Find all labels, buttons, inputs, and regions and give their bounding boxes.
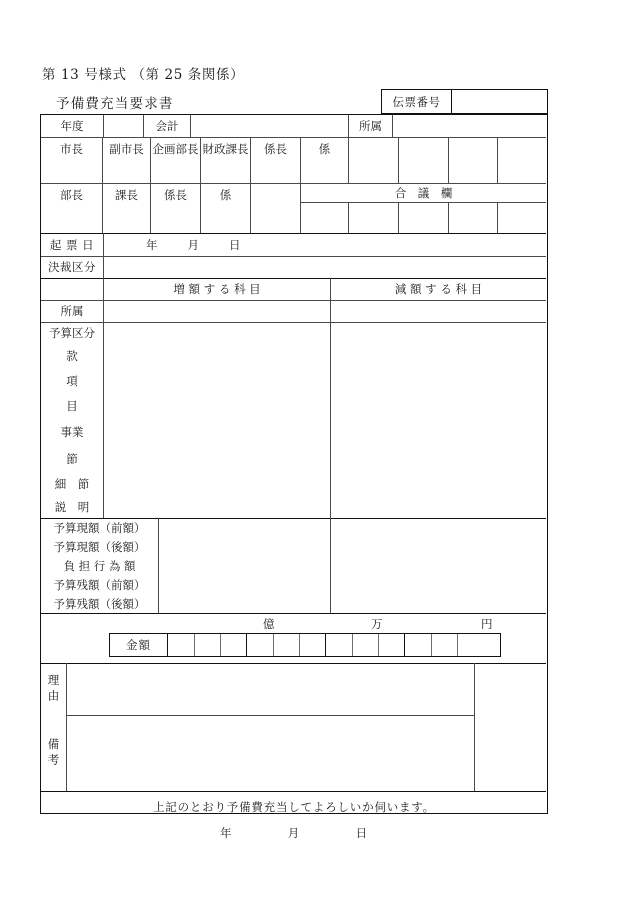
- budget-header-spacer: [41, 278, 104, 300]
- consultation-cell-3[interactable]: [399, 202, 449, 233]
- digit-cell[interactable]: [247, 634, 273, 656]
- amount-entry-box: [109, 633, 501, 657]
- account-label: 会計: [144, 115, 191, 137]
- remarks-label: [41, 715, 67, 791]
- digit-cell[interactable]: [405, 634, 431, 656]
- approval2-cell-department-head[interactable]: 部長: [41, 183, 103, 233]
- fiscal-year-label: 年度: [41, 115, 104, 137]
- slip-number-label: 伝票番号: [382, 90, 452, 113]
- reason-label: [41, 663, 67, 715]
- digit-group-yen: [404, 634, 483, 656]
- slip-number-input[interactable]: [452, 90, 547, 113]
- amount-increase-area[interactable]: [159, 518, 331, 613]
- form-frame: [40, 114, 548, 840]
- draft-date-input[interactable]: [104, 233, 546, 256]
- footer-day: 日: [355, 826, 369, 840]
- reason-label-text: 理由: [46, 673, 61, 705]
- approval-cell-section-chief[interactable]: 係長: [251, 137, 301, 183]
- reason-side-input[interactable]: [475, 663, 546, 715]
- amount-row-label-balance-before: 予算残額（前額）: [41, 575, 159, 594]
- footer-date-line: [41, 825, 547, 841]
- approval-cell-staff[interactable]: 係: [301, 137, 349, 183]
- approval-cell-mayor[interactable]: 市長: [41, 137, 103, 183]
- consultation-cell-2[interactable]: [349, 202, 399, 233]
- unit-man: 万: [371, 617, 383, 631]
- budget-row-label-description: 説 明: [41, 495, 104, 518]
- account-input[interactable]: [191, 115, 349, 137]
- budget-row-label-classification: 予算区分: [41, 322, 104, 343]
- approval2-cell-division-head[interactable]: 課長: [103, 183, 151, 233]
- amount-entry-label: 金額: [110, 634, 168, 656]
- approval-cell-blank-4[interactable]: [498, 137, 546, 183]
- footer-month: 月: [287, 826, 301, 840]
- decrease-column-header: 減 額 す る 科 目: [394, 282, 483, 296]
- approval-cell-blank-2[interactable]: [399, 137, 449, 183]
- budget-row-label-sub-setsu: 細 節: [41, 472, 104, 495]
- amount-row-label-balance-after: 予算残額（後額）: [41, 594, 159, 613]
- draft-date-month: 月: [187, 237, 199, 252]
- budget-row-decrease-affiliation[interactable]: [331, 300, 546, 322]
- digit-cell[interactable]: [220, 634, 246, 656]
- fiscal-year-input[interactable]: [104, 115, 144, 137]
- draft-date-day: 日: [229, 237, 241, 252]
- digit-group-oku: [168, 634, 246, 656]
- budget-row-label-affiliation: 所属: [41, 300, 104, 322]
- draft-date-label: 起 票 日: [41, 233, 104, 256]
- budget-row-increase-affiliation[interactable]: [104, 300, 331, 322]
- footer-statement: 上記のとおり予備費充当してよろしいか伺います。: [153, 800, 435, 814]
- digit-cell[interactable]: [378, 634, 404, 656]
- amount-row-label-obligation: 負 担 行 為 額: [41, 556, 159, 575]
- consultation-cell-1[interactable]: [301, 202, 349, 233]
- remarks-label-text: 備考: [46, 737, 61, 769]
- decision-class-label: 決裁区分: [41, 256, 104, 278]
- form-number-heading: 第 13 号様式 （第 25 条関係）: [42, 67, 245, 83]
- digit-cell[interactable]: [194, 634, 220, 656]
- increase-column-header: 増 額 す る 科 目: [104, 278, 331, 300]
- digit-cell[interactable]: [168, 634, 194, 656]
- digit-cell[interactable]: [299, 634, 325, 656]
- remarks-input[interactable]: [67, 715, 475, 791]
- consultation-cell-4[interactable]: [449, 202, 498, 233]
- unit-oku: 億: [263, 617, 275, 631]
- digit-cell[interactable]: [352, 634, 378, 656]
- budget-row-label-ko: 項: [41, 368, 104, 393]
- digit-cell[interactable]: [273, 634, 299, 656]
- approval-cell-blank-3[interactable]: [449, 137, 498, 183]
- digit-group-senman: [246, 634, 325, 656]
- unit-yen: 円: [481, 617, 493, 631]
- consultation-header: 合 議 欄: [394, 185, 453, 200]
- digit-cell[interactable]: [457, 634, 483, 656]
- slip-number-box: [381, 89, 548, 114]
- digit-cell[interactable]: [326, 634, 352, 656]
- amount-row-label-current-after: 予算現額（後額）: [41, 537, 159, 556]
- consultation-cell-5[interactable]: [498, 202, 546, 233]
- digit-group-man: [325, 634, 404, 656]
- budget-row-label-setsu: 節: [41, 446, 104, 472]
- digit-cell[interactable]: [431, 634, 457, 656]
- remarks-side-input[interactable]: [475, 715, 546, 791]
- amount-decrease-area[interactable]: [331, 518, 546, 613]
- footer-year: 年: [219, 826, 233, 840]
- approval2-cell-section-chief[interactable]: 係長: [151, 183, 201, 233]
- approval-cell-finance-chief[interactable]: 財政課長: [201, 137, 251, 183]
- affiliation-label: 所属: [349, 115, 393, 137]
- budget-row-label-project: 事業: [41, 418, 104, 446]
- budget-items-decrease-area[interactable]: [331, 322, 546, 518]
- affiliation-input[interactable]: [393, 115, 546, 137]
- budget-items-increase-area[interactable]: [104, 322, 331, 518]
- approval2-cell-staff[interactable]: 係: [201, 183, 251, 233]
- decision-class-input[interactable]: [104, 256, 546, 278]
- approval2-cell-blank[interactable]: [251, 183, 301, 233]
- budget-row-label-moku: 目: [41, 393, 104, 418]
- approval-cell-deputy-mayor[interactable]: 副市長: [103, 137, 151, 183]
- form-title: 予備費充当要求書: [56, 96, 174, 112]
- approval-cell-blank-1[interactable]: [349, 137, 399, 183]
- reason-input[interactable]: [67, 663, 475, 715]
- approval-cell-planning-director[interactable]: 企画部長: [151, 137, 201, 183]
- amount-row-label-current-before: 予算現額（前額）: [41, 518, 159, 537]
- draft-date-year: 年: [146, 237, 158, 252]
- budget-row-label-kan: 款: [41, 343, 104, 368]
